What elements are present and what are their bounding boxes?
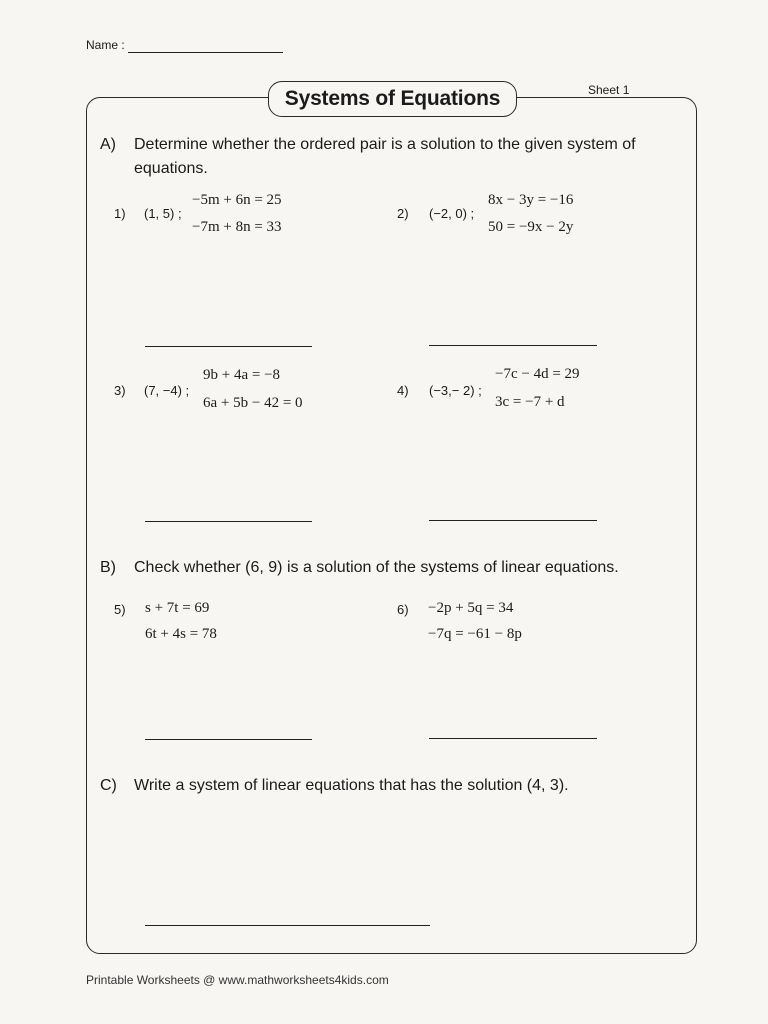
problem-6-equation-2: −7q = −61 − 8p (428, 626, 522, 642)
problem-6-answer-line[interactable] (429, 738, 597, 739)
problem-1-equation-1: −5m + 6n = 25 (192, 192, 282, 208)
sheet-label: Sheet 1 (588, 83, 630, 97)
problem-4-equation-1: −7c − 4d = 29 (495, 366, 580, 382)
section-a-instruction-line2: equations. (134, 160, 208, 177)
problem-5-equation-2: 6t + 4s = 78 (145, 626, 217, 642)
worksheet-title-text: Systems of Equations (284, 87, 501, 110)
problem-5-number: 5) (114, 602, 126, 617)
problem-5-equation-1: s + 7t = 69 (145, 600, 210, 616)
footer-credit: Printable Worksheets @ www.mathworksheets4kids.com (86, 973, 389, 987)
section-c-instruction: Write a system of linear equations that has the solution (4, 3). (134, 777, 569, 794)
name-label: Name : (86, 38, 125, 52)
problem-3-equation-1: 9b + 4a = −8 (203, 367, 281, 383)
section-b-letter: B) (100, 559, 116, 576)
problem-3-answer-line[interactable] (145, 521, 312, 522)
problem-1-equation-2: −7m + 8n = 33 (192, 219, 282, 235)
section-b-instruction: Check whether (6, 9) is a solution of the systems of linear equations. (134, 559, 619, 576)
problem-4-equation-2: 3c = −7 + d (495, 394, 565, 410)
section-c-answer-line[interactable] (145, 925, 430, 926)
name-field-line[interactable] (128, 52, 283, 53)
section-a-letter: A) (100, 136, 116, 153)
problem-3-number: 3) (114, 383, 126, 398)
problem-1-number: 1) (114, 206, 126, 221)
problem-2-equation-2: 50 = −9x − 2y (488, 219, 574, 235)
problem-6-equation-1: −2p + 5q = 34 (428, 600, 514, 616)
problem-3-pair: (7, −4) ; (144, 383, 190, 398)
problem-4-number: 4) (397, 383, 409, 398)
worksheet-frame (86, 97, 697, 954)
problem-2-number: 2) (397, 206, 409, 221)
problem-2-pair: (−2, 0) ; (429, 206, 475, 221)
problem-2-equation-1: 8x − 3y = −16 (488, 192, 574, 208)
problem-3-equation-2: 6a + 5b − 42 = 0 (203, 395, 303, 411)
worksheet-title (268, 81, 517, 117)
problem-4-pair: (−3,− 2) ; (429, 383, 482, 398)
problem-1-pair: (1, 5) ; (144, 206, 182, 221)
problem-5-answer-line[interactable] (145, 739, 312, 740)
problem-6-number: 6) (397, 602, 409, 617)
problem-2-answer-line[interactable] (429, 345, 597, 346)
problem-1-answer-line[interactable] (145, 346, 312, 347)
problem-4-answer-line[interactable] (429, 520, 597, 521)
section-a-instruction-line1: Determine whether the ordered pair is a solution to the given system of (134, 136, 636, 153)
section-c-letter: C) (100, 777, 117, 794)
